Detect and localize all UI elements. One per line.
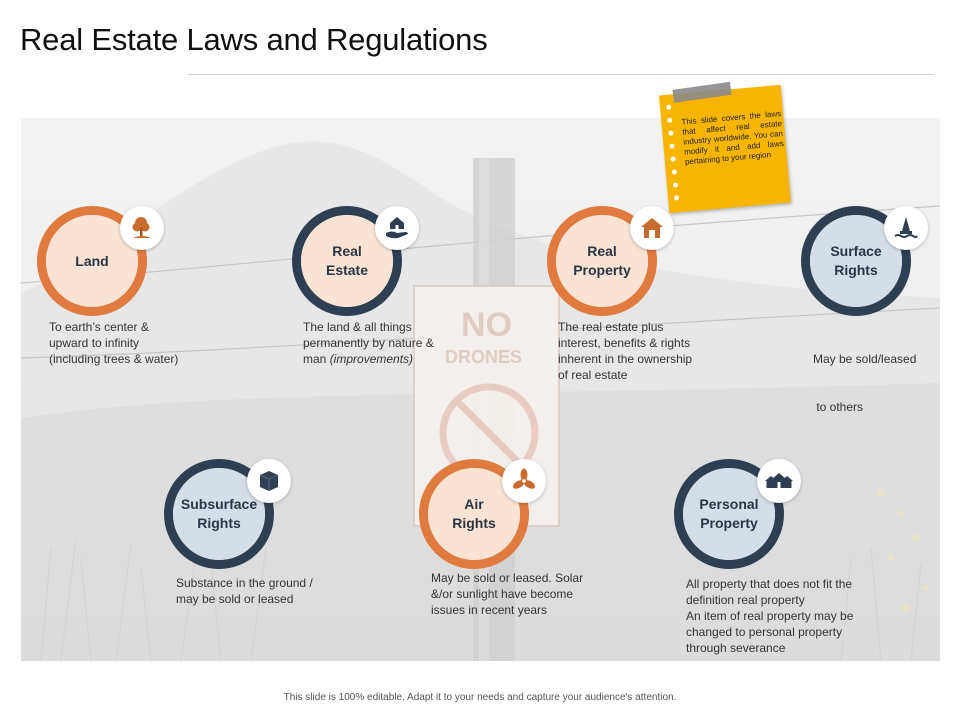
buoy-icon	[884, 206, 928, 250]
concept-description-subsurface-rights: Substance in the ground / may be sold or leased	[176, 576, 313, 606]
concept-label: Real Property	[573, 243, 631, 278]
concept-label: Real Estate	[325, 243, 369, 278]
concept-label: Land	[75, 252, 109, 269]
concept-description-air-rights: May be sold or leased. Solar &/or sunlight have become issues in recent years	[431, 571, 584, 617]
propeller-icon	[502, 459, 546, 503]
concept-description-personal-property: All property that does not fit the definition real property An item of real property may be changed to personal property through severance	[686, 577, 854, 655]
concept-description-surface-rights: May be sold/leased to others	[813, 352, 917, 414]
slide-title: Real Estate Laws and Regulations	[20, 22, 488, 57]
concept-label: Surface Rights	[830, 243, 882, 278]
sticky-note	[659, 85, 791, 213]
concept-description-land: To earth’s center & upward to infinity (including trees & water)	[49, 320, 179, 366]
concept-label: Personal Property	[699, 496, 759, 531]
concept-description-real-property: The real estate plus interest, benefits & rights inherent in the ownership of real estate	[558, 320, 693, 382]
concept-label: Air Rights	[452, 496, 496, 531]
houses-icon	[757, 459, 801, 503]
sticky-note-text: This slide covers the laws that affect real estate industry worldwide. You can modify it and add laws pertaining to your region	[681, 108, 785, 167]
tape-strip	[672, 82, 731, 103]
title-divider	[188, 74, 933, 75]
footer-note: This slide is 100% editable. Adapt it to your needs and capture your audience's attention.	[283, 692, 677, 703]
tree-icon	[120, 206, 164, 250]
concept-label: Subsurface Rights	[180, 496, 258, 531]
notebook-holes	[666, 104, 681, 208]
concept-description-real-estate: The land & all things permanently by nature & man (improvements)	[303, 320, 434, 366]
house-icon	[630, 206, 674, 250]
sign-text-no: NO	[461, 306, 512, 344]
cube-icon	[247, 459, 291, 503]
sign-text-drones: DRONES	[445, 347, 523, 367]
house-in-hand-icon	[375, 206, 419, 250]
